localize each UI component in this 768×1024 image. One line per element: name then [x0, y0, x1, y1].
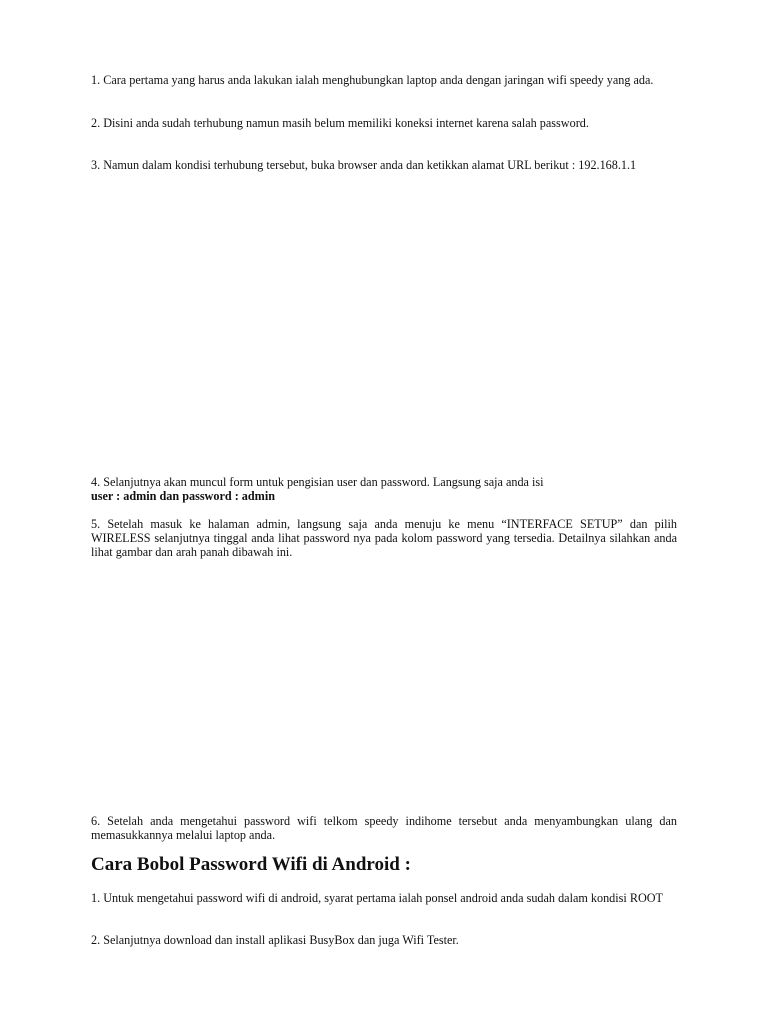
step-3-paragraph: 3. Namun dalam kondisi terhubung tersebut, buka browser anda dan ketikkan alamat URL berikut : 192.168.1.1	[91, 158, 637, 172]
android-section-heading: Cara Bobol Password Wifi di Android :	[91, 854, 411, 875]
step-6-paragraph: 6. Setelah anda mengetahui password wifi telkom speedy indihome tersebut anda menyambungkan ulang dan memasukkannya melalui laptop anda.	[91, 814, 677, 842]
step-4-paragraph	[91, 475, 677, 503]
browser-screenshot-placeholder	[91, 196, 677, 470]
android-step-2-paragraph: 2. Selanjutnya download dan install aplikasi BusyBox dan juga Wifi Tester.	[91, 933, 459, 947]
step-4-credentials: user : admin dan password : admin	[91, 489, 275, 503]
step-2-paragraph: 2. Disini anda sudah terhubung namun masih belum memiliki koneksi internet karena salah password.	[91, 116, 589, 130]
admin-page-screenshot-placeholder	[91, 566, 677, 810]
step-5-paragraph: 5. Setelah masuk ke halaman admin, langsung saja anda menuju ke menu “INTERFACE SETUP” dan pilih WIRELESS selanjutnya tinggal anda lihat password nya pada kolom password yang tersedia. Detailnya silahkan anda lihat gambar dan arah panah dibawah ini.	[91, 517, 677, 559]
android-step-1-paragraph: 1. Untuk mengetahui password wifi di android, syarat pertama ialah ponsel android anda sudah dalam kondisi ROOT	[91, 891, 664, 905]
step-1-paragraph: 1. Cara pertama yang harus anda lakukan ialah menghubungkan laptop anda dengan jaringan wifi speedy yang ada.	[91, 73, 654, 87]
step-4-text: 4. Selanjutnya akan muncul form untuk pengisian user dan password. Langsung saja anda isi	[91, 475, 544, 489]
